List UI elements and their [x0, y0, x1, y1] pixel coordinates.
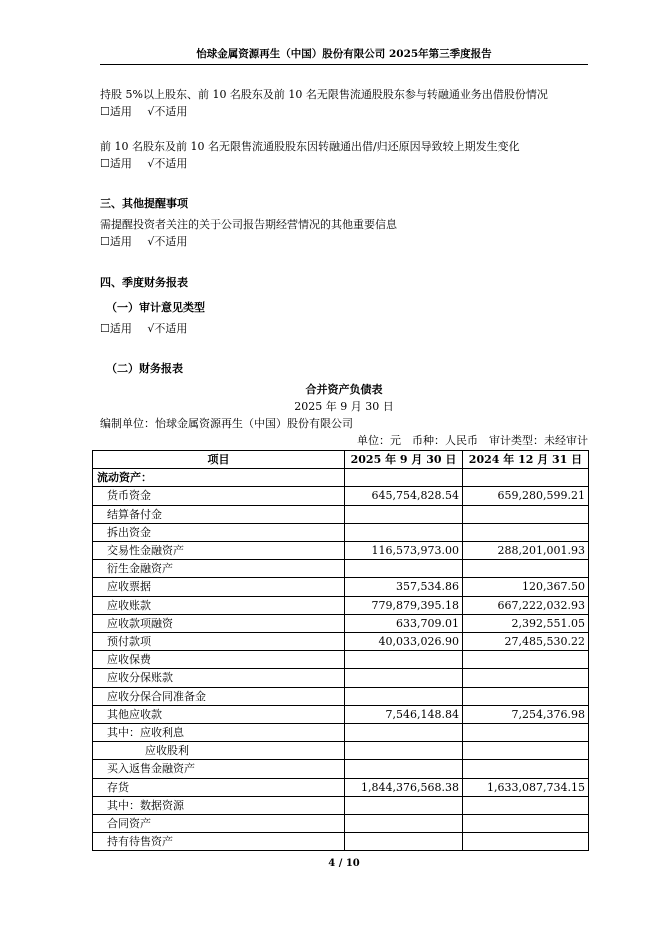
column-header-item: 项目 [93, 451, 345, 469]
option-applicable: 适用 [109, 322, 132, 335]
row-prior-value [463, 669, 589, 687]
report-header: 怡球金属资源再生（中国）股份有限公司 2025年第三季度报告 [100, 46, 588, 65]
row-label: 拆出资金 [93, 523, 345, 541]
balance-sheet-date: 2025 年 9 月 30 日 [294, 400, 394, 413]
table-row [93, 724, 589, 742]
other-reminders-question: 需提醒投资者关注的关于公司报告期经营情况的其他重要信息 [100, 218, 397, 231]
table-row [93, 633, 589, 651]
option-not-applicable: 不适用 [154, 235, 188, 248]
row-current-value [345, 724, 463, 742]
row-prior-value [463, 724, 589, 742]
lending-question: 持股 5%以上股东、前 10 名股东及前 10 名无限售流通股股东参与转融通业务出借股份情况 [100, 88, 548, 101]
row-label: 持有待售资产 [93, 833, 345, 851]
row-prior-value [463, 833, 589, 851]
row-label: 买入返售金融资产 [93, 760, 345, 778]
row-prior-value: 27,485,530.22 [463, 633, 589, 651]
lending-change-options [100, 155, 187, 171]
audit-options [100, 320, 187, 336]
row-label: 交易性金融资产 [93, 542, 345, 560]
table-row [93, 487, 589, 505]
row-current-value [345, 560, 463, 578]
row-current-value [345, 796, 463, 814]
table-row [93, 687, 589, 705]
unchecked-box-icon: ☐ [100, 105, 110, 118]
lending-change-question: 前 10 名股东及前 10 名无限售流通股股东因转融通出借/归还原因导致较上期发生变化 [100, 140, 520, 153]
table-row [93, 760, 589, 778]
row-label: 存货 [93, 778, 345, 796]
table-row [93, 651, 589, 669]
row-label: 预付款项 [93, 633, 345, 651]
option-applicable: 适用 [109, 235, 132, 248]
row-label: 应收票据 [93, 578, 345, 596]
option-applicable: 适用 [109, 105, 132, 118]
table-row [93, 523, 589, 541]
table-row [93, 778, 589, 796]
row-prior-value [463, 469, 589, 487]
row-label: 其中：应收利息 [93, 724, 345, 742]
table-row [93, 833, 589, 851]
row-current-value: 1,844,376,568.38 [345, 778, 463, 796]
row-label: 结算备付金 [93, 505, 345, 523]
row-label: 衍生金融资产 [93, 560, 345, 578]
column-header-prior: 2024 年 12 月 31 日 [463, 451, 589, 469]
unchecked-box-icon: ☐ [100, 322, 110, 335]
balance-sheet-title: 合并资产负债表 [305, 383, 383, 396]
row-current-value: 357,534.86 [345, 578, 463, 596]
row-label: 其中：数据资源 [93, 796, 345, 814]
table-row [93, 560, 589, 578]
table-row [93, 614, 589, 632]
row-current-value: 40,033,026.90 [345, 633, 463, 651]
other-reminders-options [100, 233, 187, 249]
table-row [93, 578, 589, 596]
check-mark-icon: √ [147, 322, 155, 335]
table-row [93, 742, 589, 760]
lending-options [100, 103, 187, 119]
balance-sheet-units: 单位：元 币种：人民币 审计类型：未经审计 [357, 434, 588, 447]
option-not-applicable: 不适用 [154, 105, 188, 118]
table-row [93, 705, 589, 723]
subheading-financial-statements: （二）财务报表 [106, 362, 183, 375]
table-row [93, 596, 589, 614]
row-current-value [345, 687, 463, 705]
section-heading-other-reminders: 三、其他提醒事项 [100, 197, 188, 210]
row-prior-value: 288,201,001.93 [463, 542, 589, 560]
row-current-value [345, 815, 463, 833]
option-not-applicable: 不适用 [154, 157, 188, 170]
check-mark-icon: √ [147, 235, 155, 248]
row-label: 应收分保合同准备金 [93, 687, 345, 705]
row-current-value: 7,546,148.84 [345, 705, 463, 723]
check-mark-icon: √ [147, 105, 155, 118]
check-mark-icon: √ [147, 157, 155, 170]
table-row [93, 669, 589, 687]
row-prior-value: 120,367.50 [463, 578, 589, 596]
unchecked-box-icon: ☐ [100, 157, 110, 170]
row-current-value [345, 469, 463, 487]
row-current-value [345, 505, 463, 523]
row-current-value: 116,573,973.00 [345, 542, 463, 560]
row-current-value: 633,709.01 [345, 614, 463, 632]
option-not-applicable: 不适用 [154, 322, 188, 335]
balance-sheet-preparer: 编制单位：怡球金属资源再生（中国）股份有限公司 [100, 417, 353, 430]
row-prior-value [463, 742, 589, 760]
row-current-value [345, 760, 463, 778]
row-current-value: 779,879,395.18 [345, 596, 463, 614]
table-row [93, 815, 589, 833]
row-prior-value [463, 687, 589, 705]
row-label: 应收账款 [93, 596, 345, 614]
row-label: 合同资产 [93, 815, 345, 833]
row-prior-value [463, 815, 589, 833]
row-label: 应收保费 [93, 651, 345, 669]
option-applicable: 适用 [109, 157, 132, 170]
table-header-row [93, 451, 589, 469]
row-current-value: 645,754,828.54 [345, 487, 463, 505]
balance-sheet-table [92, 450, 589, 851]
row-label: 货币资金 [93, 487, 345, 505]
page-number: 4 / 10 [328, 858, 360, 869]
row-current-value [345, 669, 463, 687]
row-label: 应收股利 [93, 742, 345, 760]
row-prior-value [463, 523, 589, 541]
row-prior-value: 2,392,551.05 [463, 614, 589, 632]
row-current-value [345, 651, 463, 669]
row-current-value [345, 833, 463, 851]
row-label: 其他应收款 [93, 705, 345, 723]
row-label: 应收款项融资 [93, 614, 345, 632]
table-row [93, 469, 589, 487]
table-row [93, 796, 589, 814]
table-row [93, 505, 589, 523]
unchecked-box-icon: ☐ [100, 235, 110, 248]
row-label: 应收分保账款 [93, 669, 345, 687]
row-prior-value: 667,222,032.93 [463, 596, 589, 614]
row-prior-value [463, 651, 589, 669]
row-current-value [345, 523, 463, 541]
row-prior-value: 659,280,599.21 [463, 487, 589, 505]
row-label: 流动资产： [93, 469, 345, 487]
row-prior-value [463, 505, 589, 523]
row-current-value [345, 742, 463, 760]
row-prior-value: 1,633,087,734.15 [463, 778, 589, 796]
row-prior-value: 7,254,376.98 [463, 705, 589, 723]
table-row [93, 542, 589, 560]
section-heading-financial-statements: 四、季度财务报表 [100, 276, 188, 289]
row-prior-value [463, 796, 589, 814]
row-prior-value [463, 760, 589, 778]
subheading-audit-opinion: （一）审计意见类型 [106, 301, 205, 314]
row-prior-value [463, 560, 589, 578]
column-header-current: 2025 年 9 月 30 日 [345, 451, 463, 469]
